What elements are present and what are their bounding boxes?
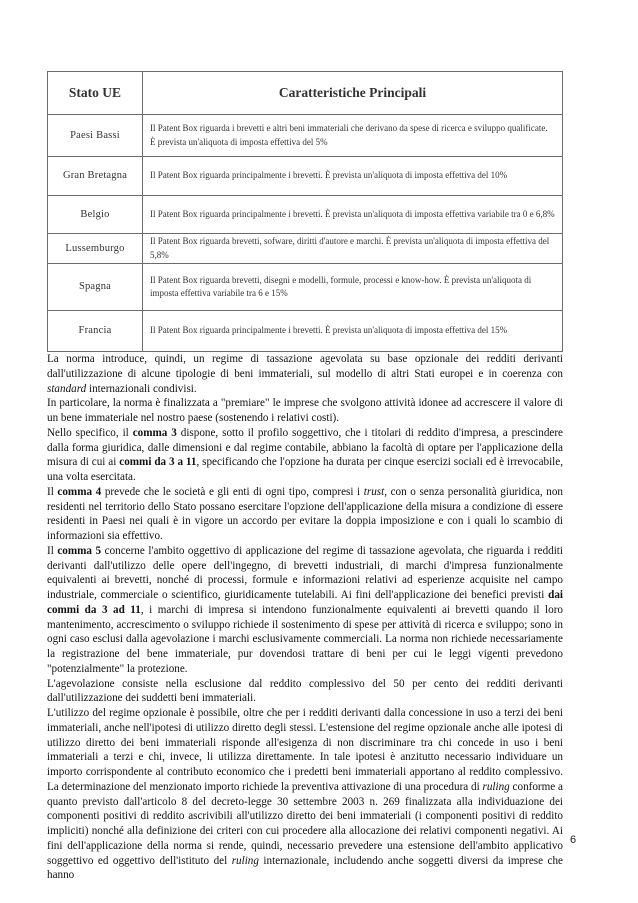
paragraph-utilizzo-diretto: L'utilizzo del regime opzionale è possibile, oltre che per i redditi derivanti dalla concessione in uso a terzi dei beni immateriali, anche nell'ipotesi di utilizzo diretto degli stessi. L'estensione del regime opzionale anche alle ipotesi di utilizzo diretto dei beni immateriali risponde all'esigenza di non discriminare tra chi concede in uso i beni immateriali a terzi e chi, invece, li utilizza direttamente. In tale ipotesi è anzitutto necessario individuare un importo corrispondente al contributo economico che i predetti beni immateriali apportano al reddito complessivo. La determinazione del menzionato importo richiede la preventiva attivazione di una procedura di ruling conforme a quanto previsto dall'articolo 8 del decreto-legge 30 settembre 2003 n. 269 finalizzata alla individuazione dei componenti positivi di reddito ascrivibili all'utilizzo diretto dei beni immateriali (i componenti positivi di reddito impliciti) nonché alla definizione dei criteri con cui procedere alla allocazione dei relativi componenti negativi. Ai fini dell'applicazione della norma si rende, quindi, necessario prevedere una estensione dell'ambito applicativo soggettivo ed oggettivo dell'istituto del ruling internazionale, includendo anche soggetti diversi da imprese che hanno	[47, 707, 563, 882]
paragraph-comma-3: Nello specifico, il comma 3 dispone, sotto il profilo soggettivo, che i titolari di reddito d'impresa, a prescindere dalla forma giuridica, dalle dimensioni e dal regime contabile, abbiano la facoltà di optare per l'applicazione della misura di cui ai commi da 3 a 11, specificando che l'opzione ha durata per cinque esercizi sociali ed è irrevocabile, una volta esercitata.	[47, 426, 564, 483]
table-row	[48, 234, 563, 264]
paragraph-comma-4: Il comma 4 prevede che le società e gli enti di ogni tipo, compresi i trust, con o senza personalità giuridica, non residenti nel territorio dello Stato possano esercitare l'opzione dell'applicazione della misura a condizione di essere residenti in Paesi nei quali è in vigore un accordo per evitare la doppia imposizione e con i quali lo scambio di informazioni sia effettivo.	[47, 485, 563, 542]
page-number: 6	[570, 834, 577, 846]
header-stato-ue: Stato UE	[48, 72, 143, 115]
header-caratteristiche: Caratteristiche Principali	[143, 72, 563, 115]
table-row	[48, 115, 563, 157]
description-cell: Il Patent Box riguarda brevetti, disegni e modelli, formule, processi e know-how. È prevista un'aliquota di imposta effettiva variabile tra 6 e 15%	[143, 264, 563, 311]
description-cell: Il Patent Box riguarda principalmente i brevetti. È prevista un'aliquota di imposta effettiva del 10%	[143, 157, 563, 196]
description-cell: Il Patent Box riguarda brevetti, sofware, diritti d'autore e marchi. È prevista un'aliquota di imposta effettiva del 5,8%	[143, 234, 563, 264]
country-cell: Francia	[48, 311, 143, 352]
description-cell: Il Patent Box riguarda principalmente i brevetti. È prevista un'aliquota di imposta effettiva variabile tra 0 e 6,8%	[143, 196, 563, 234]
table-row	[48, 157, 563, 196]
paragraph-intro: La norma introduce, quindi, un regime di tassazione agevolata su base opzionale dei redditi derivanti dall'utilizzazione di alcune tipologie di beni immateriali, sul modello di altri Stati europei e in coerenza con standard internazionali condivisi.	[47, 353, 563, 395]
country-cell: Paesi Bassi	[48, 115, 143, 157]
country-cell: Belgio	[48, 196, 143, 234]
paragraph-agevolazione: L'agevolazione consiste nella esclusione dal reddito complessivo del 50 per cento dei redditi derivanti dall'utilizzazione dei suddetti beni immateriali.	[47, 677, 563, 705]
description-cell: Il Patent Box riguarda principalmente i brevetti. È prevista un'aliquota di imposta effettiva del 15%	[143, 311, 563, 352]
paragraph-comma-5: Il comma 5 concerne l'ambito oggettivo di applicazione del regime di tassazione agevolata, che riguarda i redditi derivanti dall'utilizzo delle opere dell'ingegno, di brevetti industriali, di marchi d'impresa funzionalmente equivalenti ai brevetti, nonché di processi, formule e informazioni relativi ad esperienze acquisite nel campo industriale, commerciale o scientifico, giuridicamente tutelabili. Ai fini dell'applicazione dei benefici previsti dai commi da 3 ad 11, i marchi di impresa si intendono funzionalmente equivalenti ai brevetti quando il loro mantenimento, accrescimento o sviluppo richiede il sostenimento di spese per attività di ricerca e sviluppo; sono in ogni caso esclusi dalla agevolazione i marchi esclusivamente commerciali. La norma non richiede necessariamente la registrazione del bene immateriale, pur dovendosi trattare di beni per cui le leggi vigenti prevedono "potenzialmente" la protezione.	[47, 544, 563, 675]
patent-box-table	[47, 71, 563, 352]
body-text	[47, 352, 563, 883]
paragraph-finalita: In particolare, la norma è finalizzata a "premiare" le imprese che svolgono attività idonee ad accrescere il valore di un bene immateriale nel nostro paese (sostenendo i relativi costi).	[47, 397, 563, 424]
country-cell: Gran Bretagna	[48, 157, 143, 196]
country-cell: Spagna	[48, 264, 143, 311]
table-row	[48, 311, 563, 352]
table-row	[48, 264, 563, 311]
description-cell: Il Patent Box riguarda i brevetti e altri beni immateriali che derivano da spese di ricerca e sviluppo qualificate. È prevista un'aliquota di imposta effettiva del 5%	[143, 115, 563, 157]
country-cell: Lussemburgo	[48, 234, 143, 264]
table-row	[48, 196, 563, 234]
table-header-row	[48, 72, 563, 115]
